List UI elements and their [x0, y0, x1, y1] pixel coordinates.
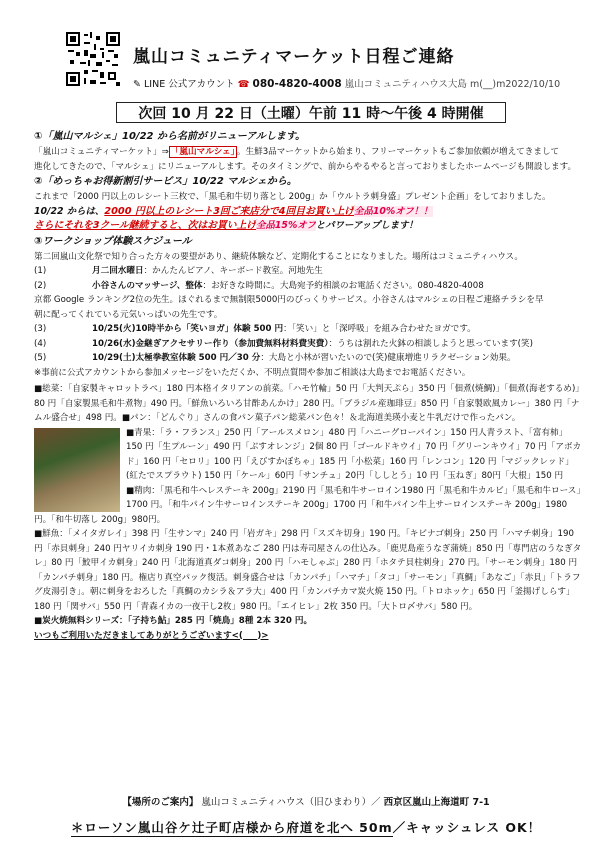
- workshop-num: (2): [34, 280, 47, 291]
- workshop-text: ：「笑い」と「深呼吸」を組み合わせたヨガです。: [283, 324, 476, 334]
- workshop-item: [34, 279, 582, 294]
- workshop-num: (5): [34, 353, 47, 363]
- workshop-num: (3): [34, 324, 47, 334]
- workshop-title: 10/25(火)10時半から「笑いヨガ」体験 500 円: [92, 324, 284, 334]
- text: 10/22 からは、: [34, 205, 105, 217]
- produce-photo: [34, 428, 120, 512]
- workshop-text: ：うちは割れた火鉢の相談しようと思っています(笑): [328, 338, 533, 349]
- cashless-note: ／キャッシュレス OK！: [392, 820, 542, 835]
- text: 。生鮮3品マーケットから始まり、フリーマーケットもご参加依頼が増えてきまして: [236, 147, 560, 157]
- workshop-item: [34, 322, 582, 337]
- workshop-num: (1): [34, 266, 47, 276]
- section-1-heading: ①「嵐山マルシェ」10/22 から名前がリニューアルします。: [34, 131, 306, 142]
- sengyo-list: ■鮮魚：「メイタガレイ」398 円「生サンマ」240 円「岩ガキ」298 円「スズキ切身」190 円。「キビナゴ刺身」250 円「ハマチ刺身」190 円「赤貝刺身」240 円ヤリイカ刺身 190 円・1本煮あなご 280 円は寿司屋さんの仕込み。「鹿児島産うなぎ蒲焼」850 円「専門店のうなぎタレ」80 円「鮫甲イカ刺身」240 円「北海道真ダコ刺身」200 円「ハモしゃぶ」280 円「ホタテ貝柱刺身」270 円。「サーモン刺身」180 円「カンパチ刺身」180 円。権店り真空パック復活。刺身盛合せは「カンパチ」「ハマチ」「タコ」「サーモン」「真鯛」「あなご」「赤貝」「トラフグ皮湯引き」。朝に刺身をおろした「真鯛のカシラ＆アラ大」400 円「カンパチカマ炭火焼 150 円。「トロホッケ」650 円「釜揚げしらす」180 円「関サバ」550 円「青森イカの一夜干し2枚」980 円。「エイヒレ」2枚 350 円。「大トロ〆サバ」580 円。: [34, 529, 582, 612]
- discount-condition: 2000 円以上のレシート3回ご来店分で4回目お買い上げ: [104, 205, 355, 217]
- massage-note: 京都 Google ランキング2位の先生。ほぐれるまで無制限5000円のびっくりサービス。小谷さんはマルシェの日程ご連絡チラシを早: [34, 295, 544, 305]
- workshop-title: 10/26(水)金継ぎアクセサリー作り（参加費無料材料費実費）: [92, 338, 329, 349]
- text: とパワーアップします！: [315, 220, 418, 231]
- location-info: [0, 794, 612, 808]
- section-2-discount-1: [34, 205, 582, 220]
- text: 「嵐山コミュニティマーケット」⇒: [34, 147, 169, 157]
- workshop-text: ：かんたんピアノ、キーボード教室。河地先生: [143, 266, 323, 276]
- section-2-discount-2: [34, 219, 582, 234]
- qr-code-icon[interactable]: [66, 32, 120, 86]
- sumibi-list: ■炭火焼無料シリーズ：「子持ち鮎」285 円「焼鳥」8種 2本 320 円。: [34, 616, 313, 626]
- market-products: [34, 382, 582, 643]
- workshop-title: 月二回水曜日: [92, 266, 144, 276]
- flyer-body: [34, 129, 582, 643]
- page-title: 嵐山コミュニティマーケット日程ご連絡: [133, 47, 455, 67]
- seika-list: ■青果：「ラ・フランス」250 円「アールスメロン」480 円「ハニーグローパイン」150 円人青ラスト、「富有柿」150 円「生プルーン」490 円「ぶすオレンジ」2個 80 円「ゴールドキウイ」70 円「グリーンキウイ」70 円「アボカド」160 円「セロリ」100 円「えびすかぼちゃ」185 円「小松菜」160 円「レンコン」120 円「マジックレッド」(紅たでスプラウト) 150 円「ケール」60円「サンチュ」20円「ししとう」10 円「玉ねぎ」80円「大根」150 円: [126, 427, 582, 481]
- marche-name: 「嵐山マルシェ」: [170, 147, 235, 157]
- location-text: 嵐山コミュニティハウス（旧ひまわり）／: [201, 797, 381, 808]
- section-3-note: ※事前に公式アカウントから参加メッセージをいただくか、不明点質問や参加ご相談は大島までお電話ください。: [34, 367, 471, 378]
- souzai-list: ■総菜：「自家製キャロットラペ」180 円本格イタリアンの前菜。「ハモ竹輪」50 円「大判天ぷら」350 円「佃煮(焼鯛)」「佃煮(海老するめ)」80 円「自家製黒毛和牛煮物」490 円。「鮮魚いろいろ甘酢あんかけ」280 円。「ブラジル産珈琲豆」850 円「自家製欧風カレー」380 円「ナムル盛合せ」498 円。■パン：「どんぐり」さんの食パン菓子パン総菜パン色々！＆北海道美瑛小麦と牛乳だけで作ったパン。: [34, 384, 580, 423]
- section-2-heading: ②「めっちゃお得新割引サービス」10/22 マルシェから。: [34, 176, 297, 187]
- seiniku-list: ■精肉：「黒毛和牛ヘレステーキ 200g」2190 円「黒毛和牛サーロイン1980 円「黒毛和牛カルビ」「黒毛和牛ロース」1700 円。「和牛パイン牛サーロインステーキ 200g」1700 円「和牛パイン牛上サーロインステーキ 200g」1980 円。「和牛切落し 200g」980円。: [34, 485, 581, 525]
- organizer-date: 嵐山コミュニティハウス大島 m(__)m2022/10/10: [344, 79, 561, 90]
- section-3-intro: 第二回嵐山文化祭で知り合った方々の要望があり、継続体験など、定期化することになりました。場所はコミュニティハウス。: [34, 251, 523, 262]
- section-3-heading: ③ワークショップ体験スケジュール: [34, 235, 192, 247]
- discount-10-badge: 全品10%オフ！！: [354, 205, 433, 217]
- workshop-num: (4): [34, 338, 47, 349]
- workshop-text: ：お好きな時間に。大島宛予約相談のお電話ください。080-4820-4008: [202, 280, 484, 291]
- access-info: [0, 818, 612, 837]
- thanks-message: いつもご利用いただきましてありがとうございます<( _ _)>: [34, 630, 269, 641]
- discount-15-badge: 全品15%オフ: [256, 220, 316, 231]
- line-account-label[interactable]: LINE 公式アカウント: [144, 79, 235, 90]
- section-1-text-2: 進化してきたので、「マルシェ」にリニューアルします。そのタイミングで、前からやるやると言っておりましたホームページも開設します。: [34, 161, 577, 172]
- line-icon: ✎: [133, 79, 141, 90]
- discount-condition-2: さらにそれを3クール継続すると、次はお買い上げ: [34, 220, 257, 231]
- workshop-item: [34, 337, 582, 352]
- workshop-item: [34, 264, 582, 279]
- massage-note-2: 朝に配ってくれている元気いっぱいの先生です。: [34, 309, 223, 320]
- phone-icon: ☎: [237, 79, 250, 90]
- workshop-title: 小谷さんのマッサージ、整体: [92, 280, 203, 291]
- section-1-text: [34, 145, 582, 160]
- section-2-text: これまで「2000 円以上のレシート三枚で、「黒毛和牛切り落とし 200g」か「ウルトラ刺身盛」プレゼント企画」をしておりました。: [34, 192, 551, 202]
- phone-number[interactable]: 080-4820-4008: [252, 78, 342, 90]
- access-directions: ＊ローソン嵐山谷ケ辻子町店様から府道を北へ 50m: [70, 820, 393, 835]
- event-date-banner: 次回 10 月 22 日（土曜）午前 11 時〜午後 4 時開催: [116, 102, 506, 123]
- workshop-text: ：大島と小林が習いたいので(笑)健康増進リラクゼーション効果。: [260, 353, 516, 363]
- location-label: 【場所のご案内】: [122, 797, 199, 808]
- location-address: 西京区嵐山上海道町 7-1: [383, 797, 490, 808]
- workshop-item: [34, 351, 582, 366]
- contact-line: [133, 76, 560, 90]
- workshop-title: 10/29(土)太極拳教室体験 500 円／30 分: [92, 353, 261, 363]
